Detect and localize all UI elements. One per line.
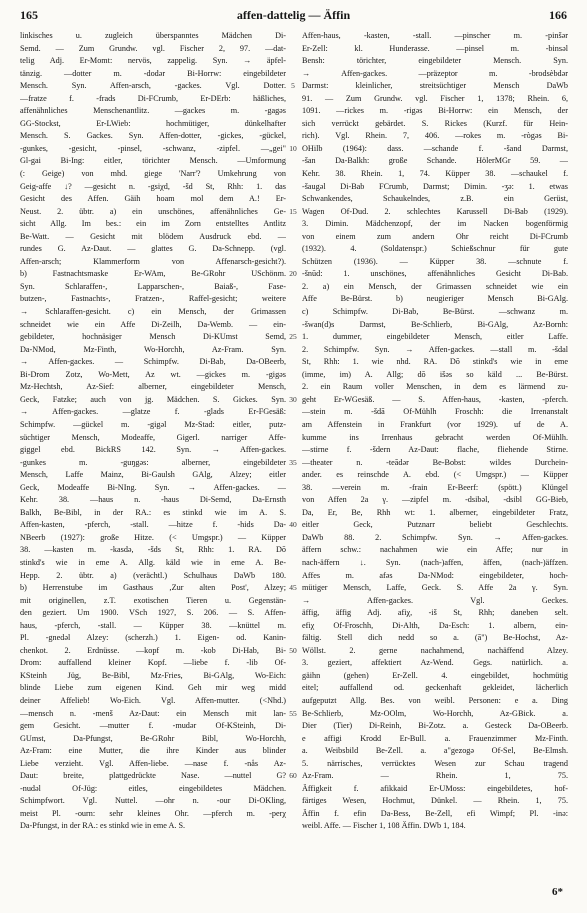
text-line: nach-äffern ↓. Syn. (nach-)affen, äffen, (nach-)äffzen.	[302, 557, 568, 567]
text-line: giggel ebd. BickRS 142. Syn. → Affen-gackes.	[20, 445, 286, 455]
text-line: Affe Be-Bürst. b) neugieriger Mensch Bi-GAlg.	[302, 294, 568, 304]
text-line: → Affen-gackes. —präzeptor m. -brodsèbdər	[302, 68, 568, 78]
text-line: mütiger Mensch, Laffe, Geck. S. Affe 2a γ. Syn.	[302, 583, 568, 593]
line-number: 10	[289, 143, 297, 153]
line-number-spacer	[286, 381, 300, 394]
text-line: eitel; auffallend od. geckenhaft gekleidet, lächerlich	[302, 683, 568, 693]
text-line: Kehr. 38. Rhein. 1, 74. Küpper 38. —schaukel f.	[302, 169, 568, 179]
text-line: tänzig. —dotter m. -dodər Bi-Horrw: eingebildeter	[20, 68, 286, 78]
line-number-spacer	[286, 306, 300, 319]
text-line: Äffin f. efin Da-Bess, Be-Zell, efi Wimpf; Pl. -inə:	[302, 808, 568, 818]
text-line: —stirne f. -šdern Az-Daut: flache, fliehende Stirne.	[302, 445, 568, 455]
line-number: 40	[289, 520, 297, 530]
text-line: Neust. 2. übtr. a) ein unschönes, affenähnliches Ge-	[20, 206, 286, 216]
left-column	[20, 30, 286, 833]
text-line: gäihn (gehen) Er-Zell. 4. eingebildet, hochmütig	[302, 670, 568, 680]
text-line: Kehr. 38. —haus n. -haus Di-Semd, Da-Ernsth	[20, 495, 286, 505]
text-line: → Affen-gackes. — Schimpfw. Di-Bab, Da-OBeerb,	[20, 357, 286, 367]
running-title: affen-dattelig — Äffin	[236, 8, 351, 22]
text-line: gem Gesicht. —mutter f. -mudər Of-KSteinh, Di-	[20, 721, 286, 731]
text-line: a. Weibsbild Be-Zell. a. a"gezogə Of-Sel, Be-Elmsh.	[302, 746, 568, 756]
line-number: 5	[291, 81, 295, 91]
line-number-spacer	[286, 469, 300, 482]
text-line: Mensch. S. Gackes. Syn. Affen-dotter, -gickes, -gückel,	[20, 131, 286, 141]
text-line: Drom: auffallend kleiner Kopf. —liebe f. -lib Of-	[20, 658, 286, 668]
text-line: weibl. Affe. — Fischer 1, 108 Äffin. DWb 1, 184.	[302, 821, 466, 831]
line-number: 35	[289, 457, 297, 467]
text-line: linkisches u. zugleich überspanntes Mädchen Di-	[20, 31, 286, 40]
text-line: schneidet wie ein Affe Di-Zeilh, Da-Wemb. — ein-	[20, 319, 286, 329]
text-line: -gunkes, -gesicht, -pinsel, -schwanz, -zipfel. —„gei"	[20, 143, 286, 153]
text-line: geht Er-WGesäß. — S. Affen-haus, -kasten, -pferch.	[302, 394, 568, 404]
text-line: DaWb 88. 2. Schimpfw. Syn. → Affen-gackes.	[302, 532, 568, 542]
line-number-spacer	[286, 632, 300, 645]
text-line: (1932). 4. (Soldatenspr.) Schießschnur für gute	[302, 244, 568, 254]
text-line: —fratze f. -frads Di-FCrumb, Er-DErb: häßliches,	[20, 93, 286, 103]
text-line: 2. Schimpfw. Syn. → Affen-gackes. —stall m. -šdal	[302, 344, 568, 354]
text-line: 38. —kasten m. -kasdə, -šds St, Rhh: 1. RA. Dō	[20, 545, 286, 555]
text-line: Da-Pfungst, in der RA.: es stinkd wie in eme A. S.	[20, 821, 186, 831]
line-number-spacer	[286, 406, 300, 419]
text-line: -šaugəl Di-Bab FCrumb, Darmst; Dimin. -ʒə: 1. etwas	[302, 181, 568, 191]
text-line: äffig, äffig Adj. afiχ, -iš St, Rhh; daneben selt.	[302, 608, 568, 618]
text-line: Darmst: kleinlicher, streitsüchtiger Mensch DaWb	[302, 81, 568, 91]
line-number-spacer	[286, 620, 300, 633]
text-line: St, Rhh: 1. wie nhd. RA. Dō stinkd's wie in eme	[302, 357, 568, 367]
text-line: Mensch, Laffe Mainz, Bi-Gaulsh GAlg, Alzey; eitler	[20, 470, 286, 480]
line-number-gutter	[286, 30, 300, 783]
line-number: 45	[289, 583, 297, 593]
signature-mark: 6*	[552, 886, 563, 898]
text-line: Schimpfwort. Vgl. Nuttel. —ohr n. -our Di-OKling,	[20, 796, 286, 806]
text-line: stinkd's wie in eme A. Allg. käld wie in eme A. Be-	[20, 557, 286, 567]
line-number-spacer	[286, 494, 300, 507]
text-line: Er-Zell: kl. Hunderasse. —pinsel m. -binsəl	[302, 43, 568, 53]
text-line: Schützen (1936). — Küpper 38. —schnute f.	[302, 256, 568, 266]
text-line: 91. — Zum Grundw. vgl. Fischer 1, 1378; Rhein. 6,	[302, 93, 568, 103]
line-number-spacer	[286, 130, 300, 143]
text-line: haus, -pferch, -stall. — Küpper 38. —knüttel m.	[20, 620, 286, 630]
text-line: Dier (Tier) Di-Reinh, Bi-Zotz. a. Gesteck Da-OBeerb.	[302, 721, 568, 731]
text-line: b) Fastnachtsmaske Er-WAm, Be-GRohr USchönm.	[20, 269, 286, 279]
line-number-spacer	[286, 720, 300, 733]
line-number: 20	[289, 269, 297, 279]
text-line: Schimpfw. —gückel m. -gigəl Mz-Stad: eitler, putz-	[20, 419, 286, 429]
text-line: Wöllst. 2. gerne nachahmend, nachäffend Alzey.	[302, 645, 568, 655]
text-line: sich verrückt gebärdet. S. Rickes (Kurzf. für Hein-	[302, 118, 568, 128]
line-number-spacer	[286, 319, 300, 332]
text-line: -šan Da-Balkh: große Schande. HölerMGr 59. —	[302, 156, 568, 166]
text-line: Semd. — Zum Grundw. vgl. Fischer 2, 97. —dat-	[20, 43, 286, 53]
text-line: —stein m. -šdā Of-Mühlh Froschh: die Irrenanstalt	[302, 407, 568, 417]
text-line: Da, Er, Be, Rhh wt: 1. alberner, eingebildeter Fratz,	[302, 507, 568, 517]
line-number-spacer	[286, 344, 300, 357]
line-number-spacer	[286, 670, 300, 683]
line-number-spacer	[286, 482, 300, 495]
text-line: Syn. Schlaraffen-, Lapparschen-, Baiaß-, Fase-	[20, 281, 286, 291]
line-number-spacer	[286, 256, 300, 269]
line-number: 50	[289, 645, 297, 655]
text-line: OHilb (1964): dass. —schande f. -šand Darmst,	[302, 143, 568, 153]
text-line: telig Adj. Er-Momt: nervös, zappelig. Syn. → äpfel-	[20, 56, 286, 66]
line-number-spacer	[286, 293, 300, 306]
line-number: 30	[289, 394, 297, 404]
text-line: efiχ Of-Froschh, Di-Alth, Da-Esch: 1. albern, ein-	[302, 620, 568, 630]
text-line: → Affen-gackes. —glatze f. -glads Er-FGesäß:	[20, 407, 286, 417]
line-number-spacer	[286, 243, 300, 256]
text-line: NBeerb (1927): große Hitze. (< Umgspr.) — Küpper	[20, 532, 286, 542]
line-number-spacer	[286, 193, 300, 206]
text-line: → Schlaraffen-gesicht. c) ein Mensch, der Grimassen	[20, 307, 286, 317]
line-number: 15	[289, 206, 297, 216]
line-number-spacer	[286, 168, 300, 181]
text-line: Az-Fram. — Rhein. 1, 75.	[302, 771, 568, 781]
line-number-spacer	[286, 532, 300, 545]
text-line: Hepp. 2. übtr. a) (verächtl.) Schulhaus DaWb 180.	[20, 570, 286, 580]
text-line: gebildeter, hochnäsiger Mensch Di-KUmst Semd,	[20, 332, 286, 342]
text-line: äffern schw.: nachahmen wie ein Affe; nur in	[302, 545, 568, 555]
line-number-spacer	[286, 607, 300, 620]
text-line: Bensh: törichter, eingebildeter Mensch. Syn.	[302, 56, 568, 66]
line-number-spacer	[286, 758, 300, 771]
text-line: 2. a) ein Mensch, der Grimassen schneidet wie ein	[302, 281, 568, 291]
line-number-spacer	[286, 507, 300, 520]
line-number-spacer	[286, 218, 300, 231]
text-line: Mensch. Syn. Affen-arsch, -gackes. Vgl. Dotter.	[20, 81, 286, 91]
page-number-right: 166	[549, 8, 567, 22]
text-line: -šnūd: 1. unschönes, affenähnliches Gesicht Di-Bab.	[302, 269, 568, 279]
text-line: Be-Schlierb, Mz-OOlm, Wo-Horchh, Az-GBick. a.	[302, 708, 568, 718]
text-line: -gunkes m. -guŋgəs: alberner, eingebildeter	[20, 457, 286, 467]
line-number-spacer	[286, 155, 300, 168]
text-line: e affigi Krodd Er-Bull. a. Frauenzimmer Mz-Finth.	[302, 733, 568, 743]
line-number-spacer	[286, 595, 300, 608]
line-number-spacer	[286, 695, 300, 708]
text-line: (imme, im) A. Allg; dō išəs so käld ... Be-Bürst.	[302, 369, 568, 379]
text-line: Az-Fram: eine Mutter, die ihre Kinder aus blinder	[20, 746, 286, 756]
text-line: kumme ins Irrenhaus gebracht werden Of-Mühlh.	[302, 432, 568, 442]
text-line: Gl-gai Bi-Ing: eitler, törichter Mensch. —Umformung	[20, 156, 286, 166]
text-line: blinde Liebe zum eigenen Kind. Geh mir weg midd	[20, 683, 286, 693]
text-line: Wagen Of-Dud. 2. schlechtes Karussell Di-Bab (1929).	[302, 206, 568, 216]
text-line: Affen-haus, -kasten, -stall. —pinscher m. -pinšər	[302, 31, 568, 40]
text-line: 5. närrisches, verrücktes Wesen zur Schau tragend	[302, 758, 568, 768]
line-number-spacer	[286, 544, 300, 557]
line-number-spacer	[286, 43, 300, 56]
text-line: butzen-, Fastnachts-, Fratzen-, Raffel-gesicht; weitere	[20, 294, 286, 304]
line-number: 60	[289, 771, 297, 781]
text-line: deiner Affelieb! Wo-Eich. Vgl. Affen-mutter. (<Nhd.)	[20, 695, 286, 705]
text-line: chenkot. 2. Erdnüsse. —kopf m. -kob Di-Hab, Bi-	[20, 645, 286, 655]
text-line: Daut: breite, plattgedrückte Nase. —nuttel G?	[20, 771, 286, 781]
line-number-spacer	[286, 419, 300, 432]
line-number-spacer	[286, 118, 300, 131]
text-line: Gesicht des Affen. Gäih hoam mol dem A.! Er-	[20, 194, 286, 204]
page-number-left: 165	[20, 8, 38, 22]
text-line: am Affenstein in Frankfurt (vor 1929). uf de A.	[302, 419, 568, 429]
text-line: den geziert. Um 1900. VSch 1927, S. 206. — S. Affen-	[20, 608, 286, 618]
line-number-spacer	[286, 93, 300, 106]
text-line: Affes m. afəs Da-NMod: eingebildeter, hoch-	[302, 570, 568, 580]
line-number-spacer	[286, 657, 300, 670]
text-line: fältig. Stell dich nedd so a. (ā") Be-Hochst, Az-	[302, 633, 568, 643]
text-line: Schwankendes, Schaukelndes, z.B. ein Gerüst,	[302, 194, 568, 204]
page-header	[20, 8, 567, 24]
line-number-spacer	[286, 181, 300, 194]
text-line: Affen-kasten, -pferch, -stall. —hitze f. -hids Da-	[20, 520, 286, 530]
text-line: 3. Dimin. Mädchenzopf, der im Nacken bogenförmig	[302, 219, 568, 229]
line-number-spacer	[286, 55, 300, 68]
line-number-spacer	[286, 570, 300, 583]
text-line: -šwan(d)s Darmst, Be-Schlierb, Bi-GAlg, Az-Bornh:	[302, 319, 568, 329]
line-number-spacer	[286, 30, 300, 43]
line-number-spacer	[286, 105, 300, 118]
line-number-spacer	[286, 733, 300, 746]
text-line: süchtiger Mensch, Modeaffe, Gigerl. narriger Affe-	[20, 432, 286, 442]
text-line: Balkh, Be-Bibl, in der RA.: es stinkd wie im A. S.	[20, 507, 286, 517]
text-line: 38. —verein m. -frain Er-Beerf: (spött.) Klüngel	[302, 482, 568, 492]
text-line: Da-NMod, Mz-Finth, Wo-Horchh, Az-Fram. Syn.	[20, 344, 286, 354]
text-line: GG-Stockst, Er-LWieb: hochmütiger, dünkelhafter	[20, 118, 286, 128]
text-line: Geig-affe ↓? —gesicht n. -gsiχd, -šd St, Rhh: 1. das	[20, 181, 286, 191]
text-line: → Affen-gackes. Vgl. Geckes.	[302, 595, 568, 605]
text-line: Affen-arsch; Klammerform von Affenarsch-gesicht?).	[20, 256, 286, 266]
text-line: 2. ein Raum voller Menschen, in dem es lärmend zu-	[302, 382, 568, 392]
text-line: rundes G. Az-Daut. — glattes G. Da-Schnepp. (vgl.	[20, 244, 286, 254]
line-number-spacer	[286, 231, 300, 244]
text-line: GUmst, Da-Pfungst, Be-GRohr Bibl, Wo-Horchh,	[20, 733, 286, 743]
text-line: -nudəl Of-Jüg: eitles, eingebildetes Mädchen.	[20, 783, 286, 793]
text-line: 3. geziert, affektiert Az-Wend. Gegs. natürlich. a.	[302, 658, 568, 668]
line-number-spacer	[286, 557, 300, 570]
right-column	[302, 30, 568, 833]
text-line: Be-Watt. — Gesicht mit blödem Ausdruck ebd. —	[20, 231, 286, 241]
text-line: KSteinh Jüg, Be-Bibl, Mz-Fries, Bi-GAlg, Wo-Eich:	[20, 670, 286, 680]
text-line: färtiges Wesen, Hochmut, Dünkel. — Rhein. 1, 75.	[302, 796, 568, 806]
text-line: Mz-Hechtsh, Az-Sief: alberner, eingebildeter Mensch,	[20, 382, 286, 392]
text-line: Geck, Modeaffe Bi-NIng. Syn. → Affen-gackes. —	[20, 482, 286, 492]
line-number-spacer	[286, 745, 300, 758]
line-number-spacer	[286, 369, 300, 382]
text-line: mit originellen, z.T. exotischen Tieren u. Gegenstän-	[20, 595, 286, 605]
text-line: eitler Geck, Putznarr beliebt Geschlechts.	[302, 520, 568, 530]
text-line: c) Schimpfw. Di-Bab, Be-Bürst. —schwanz m.	[302, 307, 568, 317]
text-line: meist Pl. -ourn: sehr kleines Ohr. —pferch m. -perχ	[20, 808, 286, 818]
line-number-spacer	[286, 281, 300, 294]
text-line: von einem zum andern Ohr reicht Di-FCrumb	[302, 231, 568, 241]
line-number-spacer	[286, 682, 300, 695]
text-line: ander. es reinschde A. ebd. (< Umgspr.) — Küpper	[302, 470, 568, 480]
line-number-spacer	[286, 432, 300, 445]
text-line: rich). Vgl. Rhein. 7, 406. —rokes m. -rògəs Bi-	[302, 131, 568, 141]
text-line: b) Herrenstube im Gasthaus ‚Zur alten Post', Alzey;	[20, 583, 286, 593]
text-line: Äffigkeit f. afikkaid Er-UMoss: eingebildetes, hof-	[302, 783, 568, 793]
text-line: —theater n. -teādər Be-Bobst: wildes Durchein-	[302, 457, 568, 467]
text-line: (: Geige) von mhd. giege 'Narr'? Umkehrung von	[20, 169, 286, 179]
text-line: —mensch n. -menš Az-Daut: ein Mensch mit lan-	[20, 708, 286, 718]
text-line: Geck, Fatzke; auch von jg. Mädchen. S. Gickes. Syn.	[20, 394, 286, 404]
text-line: Pl. -gnedəl Alzey: (scherzh.) 1. Eigen- od. Kanin-	[20, 633, 286, 643]
line-number-spacer	[286, 356, 300, 369]
text-line: sicht Allg. Im bes.: ein im Zorn entstelltes Antlitz	[20, 219, 286, 229]
text-line: affenähnliches Menschenantlitz. —gackes m. -gagəs	[20, 106, 286, 116]
text-line: 1091. —rickes m. -rigəs Bi-Horrw: ein Mensch, der	[302, 106, 568, 116]
line-number: 25	[289, 332, 297, 342]
text-line: von Affen 2a γ. —zipfel m. -dsibəl, -dsibl GG-Bieb,	[302, 495, 568, 505]
line-number-spacer	[286, 68, 300, 81]
text-line: 1. dummer, eingebildeter Mensch, eitler Laffe.	[302, 332, 568, 342]
line-number-spacer	[286, 444, 300, 457]
line-number: 55	[289, 708, 297, 718]
text-line: aufgeputzt Allg. Bes. von weibl. Personen: e a. Ding	[302, 695, 568, 705]
text-line: Bi-Drom Zotz, Wo-Mett, Az wt. —gickes m. -gigəs	[20, 369, 286, 379]
text-line: Liebe verzieht. Vgl. Affen-liebe. —nase f. -nås Az-	[20, 758, 286, 768]
